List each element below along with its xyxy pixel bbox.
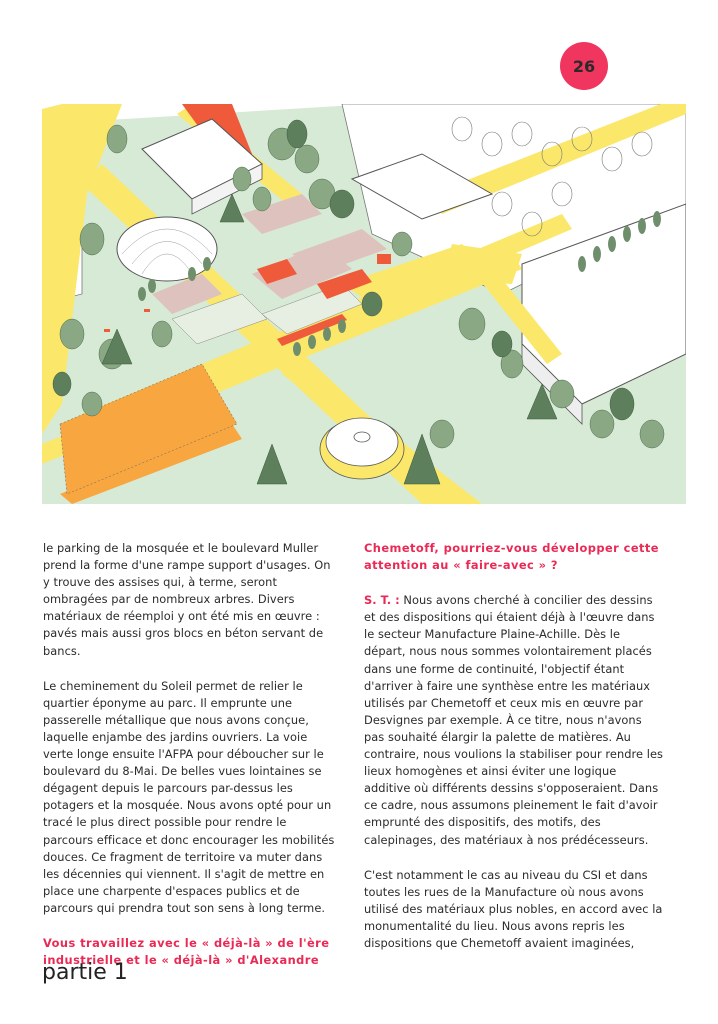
- section-footer: partie 1: [42, 960, 128, 985]
- left-text-column: [43, 540, 339, 987]
- interview-question-continued: Chemetoff, pourriez-vous développer cette attention au « faire-avec » ?: [364, 541, 659, 573]
- page-number: 26: [572, 56, 596, 76]
- answer-paragraph: [364, 592, 664, 848]
- answer-text: Nous avons cherché à concilier des dessins et des dispositions qui étaient déjà à l'œuvre dans le secteur Manufacture Plaine-Achille. Dès le départ, nous nous sommes volontairement placés dans une forme de continuité, l'objectif étant d'arriver à faire une synthèse entre les matériaux utilisés par Chemetoff et ceux mis en œuvre par Desvignes par exemple. À ce titre, nous n'avons pas souhaité élargir la palette de matières. Au contraire, nous voulions la stabiliser pour rendre les lieux homogènes et ainsi éviter une logique additive où différents dessins s'opposeraient. Dans ce cadre, nous assumons pleinement le fait d'avoir emprunté des dispositifs, des motifs, des calepinages, des matériaux à nos prédécesseurs.: [364, 593, 663, 847]
- paragraph: Le cheminement du Soleil permet de relier le quartier éponyme au parc. Il emprunte une passerelle métallique que nous avons conçue, laquelle enjambe des jardins ouvriers. La voie verte longe ensuite l'AFPA pour déboucher sur le boulevard du 8-Mai. De belles vues lointaines se dégagent depuis le parcours par-dessus les potagers et la mosquée. Nous avons opté pour un tracé le plus direct possible pour rendre le parcours efficace et donc encourager les mobilités douces. Ce fragment de territoire va muter dans les décennies qui viennent. Il s'agit de mettre en place une charpente d'espaces publics et de parcours qui prendra tout son sens à long terme.: [43, 678, 335, 915]
- axonometric-illustration: [42, 104, 686, 504]
- paragraph: C'est notamment le cas au niveau du CSI et dans toutes les rues de la Manufacture où nous avons utilisé des matériaux plus nobles, en accord avec la monumentalité du lieu. Nous avons repris les dispositions que Chemetoff avaient imaginées,: [364, 867, 663, 950]
- right-text-column: [364, 540, 664, 970]
- page-number-badge: [560, 42, 608, 90]
- speaker-initials: S. T. :: [364, 593, 400, 608]
- interview-question: Vous travaillez avec le « déjà-là » de l'ère industrielle et le « déjà-là » d'Alexandre: [43, 935, 330, 968]
- paragraph: le parking de la mosquée et le boulevard Muller prend la forme d'une rampe support d'usages. On y trouve des assises qui, à terme, seront ombragées par de nombreux arbres. Divers matériaux de réemploi y ont été mis en œuvre : pavés mais aussi gros blocs en béton servant de bancs.: [43, 541, 331, 658]
